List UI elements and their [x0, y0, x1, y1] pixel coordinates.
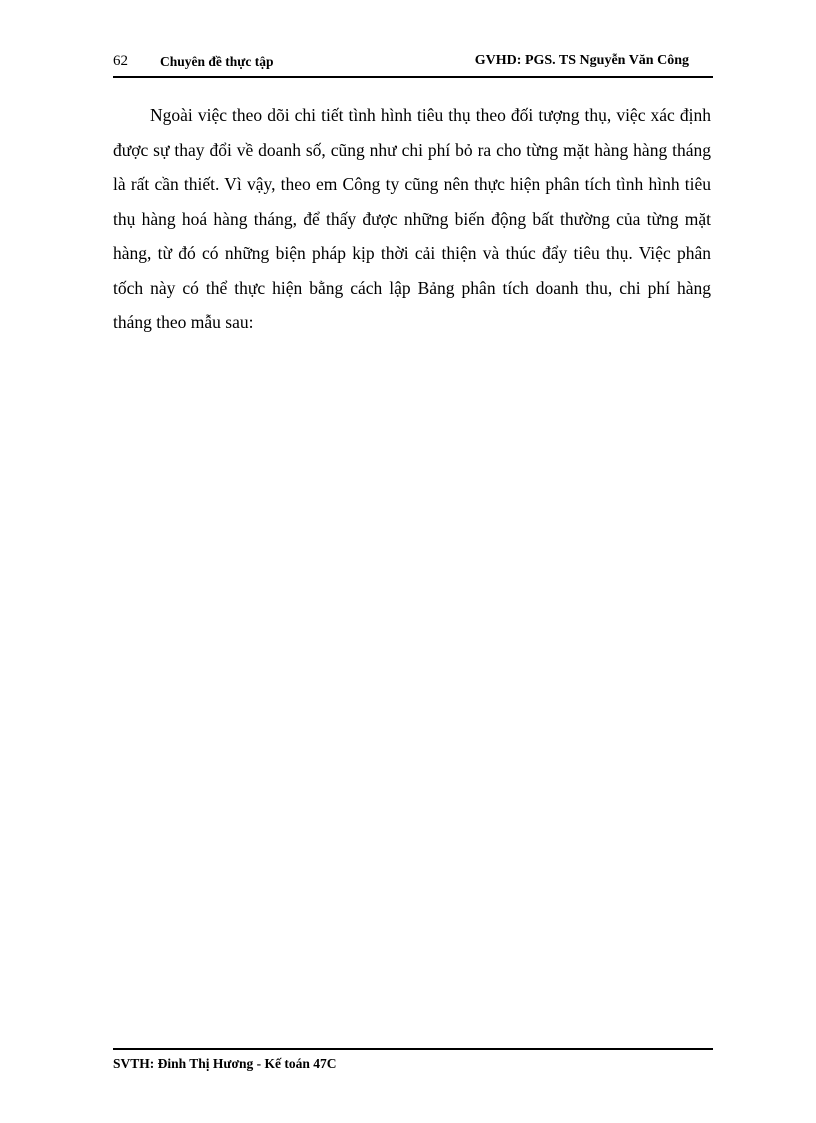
page-number: 62: [113, 53, 128, 69]
page-footer: [113, 1048, 713, 1071]
body-paragraph: Ngoài việc theo dõi chi tiết tình hình tiêu thụ theo đối tượng thụ, việc xác định được sự thay đổi về doanh số, cũng như chi phí bỏ ra cho từng mặt hàng hàng tháng là rất cần thiết. Vì vậy, theo em Công ty cũng nên thực hiện phân tích tình hình tiêu thụ hàng hoá hàng tháng, để thấy được những biến động bất thường của từng mặt hàng, từ đó có những biện pháp kịp thời cải thiện và thúc đẩy tiêu thụ. Việc phân tốch này có thể thực hiện bằng cách lập Bảng phân tích doanh thu, chi phí hàng tháng theo mẫu sau:: [113, 105, 711, 332]
footer-student: SVTH: Đinh Thị Hương - Kế toán 47C: [113, 1056, 337, 1071]
header-title: Chuyên đề thực tập: [160, 54, 274, 69]
header-advisor: GVHD: PGS. TS Nguyễn Văn Công: [474, 53, 689, 68]
page-header: [113, 50, 713, 78]
